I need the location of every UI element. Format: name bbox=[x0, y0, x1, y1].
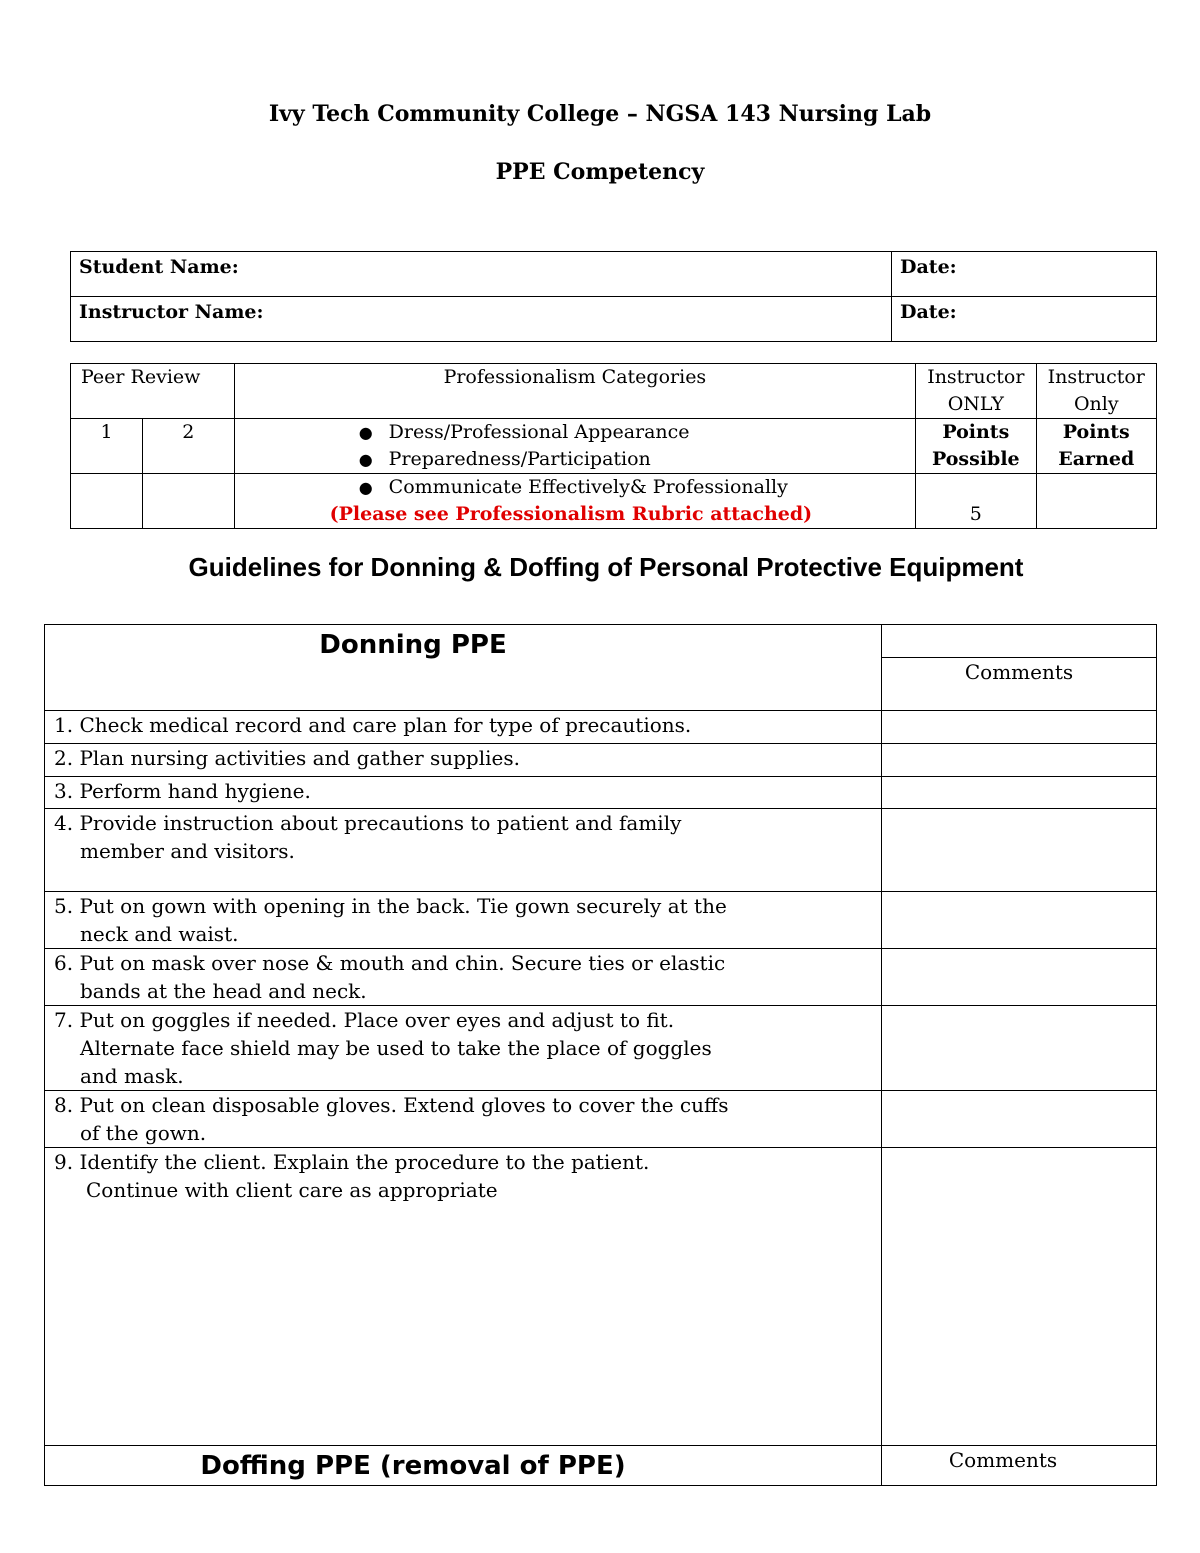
comments-header-top bbox=[882, 625, 1157, 658]
donning-header: Donning PPE bbox=[45, 625, 882, 711]
rubric-note: (Please see Professionalism Rubric attached) bbox=[329, 503, 813, 525]
categories-list-2 bbox=[234, 474, 915, 529]
student-name-field[interactable] bbox=[71, 252, 892, 297]
step-4: 4. Provide instruction about precautions to patient and family member and visitors. bbox=[45, 809, 882, 892]
instructor-only-header-2: Instructor Only bbox=[1036, 364, 1156, 419]
table-row bbox=[45, 809, 1157, 892]
instructor-name-label: Instructor Name: bbox=[79, 301, 264, 323]
table-row bbox=[45, 949, 1157, 1006]
step-8: 8. Put on clean disposable gloves. Extend gloves to cover the cuffs of the gown. bbox=[45, 1091, 882, 1148]
doffing-comments-header: Comments bbox=[882, 1446, 1157, 1486]
table-row bbox=[45, 744, 1157, 777]
instructor-only-header: Instructor ONLY bbox=[916, 364, 1036, 419]
points-possible-value: 5 bbox=[916, 474, 1036, 529]
guidelines-title: Guidelines for Donning & Doffing of Personal Protective Equipment bbox=[188, 552, 1024, 582]
step-3: 3. Perform hand hygiene. bbox=[45, 777, 882, 809]
step-7-comment[interactable] bbox=[882, 1006, 1157, 1091]
table-row bbox=[45, 1091, 1157, 1148]
table-row bbox=[45, 1148, 1157, 1446]
doffing-header: Doffing PPE (removal of PPE) bbox=[45, 1446, 882, 1486]
student-info-table bbox=[70, 251, 1157, 342]
step-2-comment[interactable] bbox=[882, 744, 1157, 777]
donning-comments-header: Comments bbox=[882, 658, 1157, 711]
step-5: 5. Put on gown with opening in the back. Tie gown securely at the neck and waist. bbox=[45, 892, 882, 949]
categories-header: Professionalism Categories bbox=[234, 364, 915, 419]
instructor-date-label: Date: bbox=[900, 301, 957, 323]
step-9: 9. Identify the client. Explain the procedure to the patient. Continue with client care as appropriate bbox=[45, 1148, 882, 1446]
instructor-date-field[interactable] bbox=[892, 297, 1157, 342]
step-3-comment[interactable] bbox=[882, 777, 1157, 809]
peer-review-1-score[interactable] bbox=[71, 474, 143, 529]
bullet-icon: ● bbox=[358, 478, 373, 497]
step-9-comment[interactable] bbox=[882, 1148, 1157, 1446]
bullet-icon: ● bbox=[358, 450, 373, 469]
categories-list bbox=[234, 419, 915, 474]
instructor-name-field[interactable] bbox=[71, 297, 892, 342]
table-row bbox=[45, 1006, 1157, 1091]
peer-review-2-score[interactable] bbox=[143, 474, 235, 529]
document-title: Ivy Tech Community College – NGSA 143 Nursing Lab bbox=[268, 101, 932, 127]
step-2: 2. Plan nursing activities and gather supplies. bbox=[45, 744, 882, 777]
table-row bbox=[45, 711, 1157, 744]
list-item: ● Communicate Effectively& Professionally bbox=[335, 474, 907, 501]
step-4-comment[interactable] bbox=[882, 809, 1157, 892]
document-subtitle: PPE Competency bbox=[495, 159, 705, 185]
donning-table bbox=[44, 624, 1157, 1486]
step-8-comment[interactable] bbox=[882, 1091, 1157, 1148]
points-earned-value[interactable] bbox=[1036, 474, 1156, 529]
peer-review-2: 2 bbox=[143, 419, 235, 474]
table-row bbox=[45, 777, 1157, 809]
step-6: 6. Put on mask over nose & mouth and chin. Secure ties or elastic bands at the head and neck. bbox=[45, 949, 882, 1006]
professionalism-table bbox=[70, 363, 1157, 529]
table-row bbox=[45, 892, 1157, 949]
list-item: ● Dress/Professional Appearance bbox=[335, 419, 907, 446]
step-5-comment[interactable] bbox=[882, 892, 1157, 949]
step-1-comment[interactable] bbox=[882, 711, 1157, 744]
points-possible-label: Points Possible bbox=[916, 419, 1036, 474]
student-date-field[interactable] bbox=[892, 252, 1157, 297]
list-item: ● Preparedness/Participation bbox=[335, 446, 907, 473]
peer-review-header: Peer Review bbox=[71, 364, 235, 419]
student-date-label: Date: bbox=[900, 256, 957, 278]
bullet-icon: ● bbox=[358, 423, 373, 442]
student-name-label: Student Name: bbox=[79, 256, 239, 278]
step-7: 7. Put on goggles if needed. Place over eyes and adjust to fit. Alternate face shield may be used to take the place of goggles and mask. bbox=[45, 1006, 882, 1091]
points-earned-label: Points Earned bbox=[1036, 419, 1156, 474]
step-1: 1. Check medical record and care plan for type of precautions. bbox=[45, 711, 882, 744]
step-6-comment[interactable] bbox=[882, 949, 1157, 1006]
peer-review-1: 1 bbox=[71, 419, 143, 474]
